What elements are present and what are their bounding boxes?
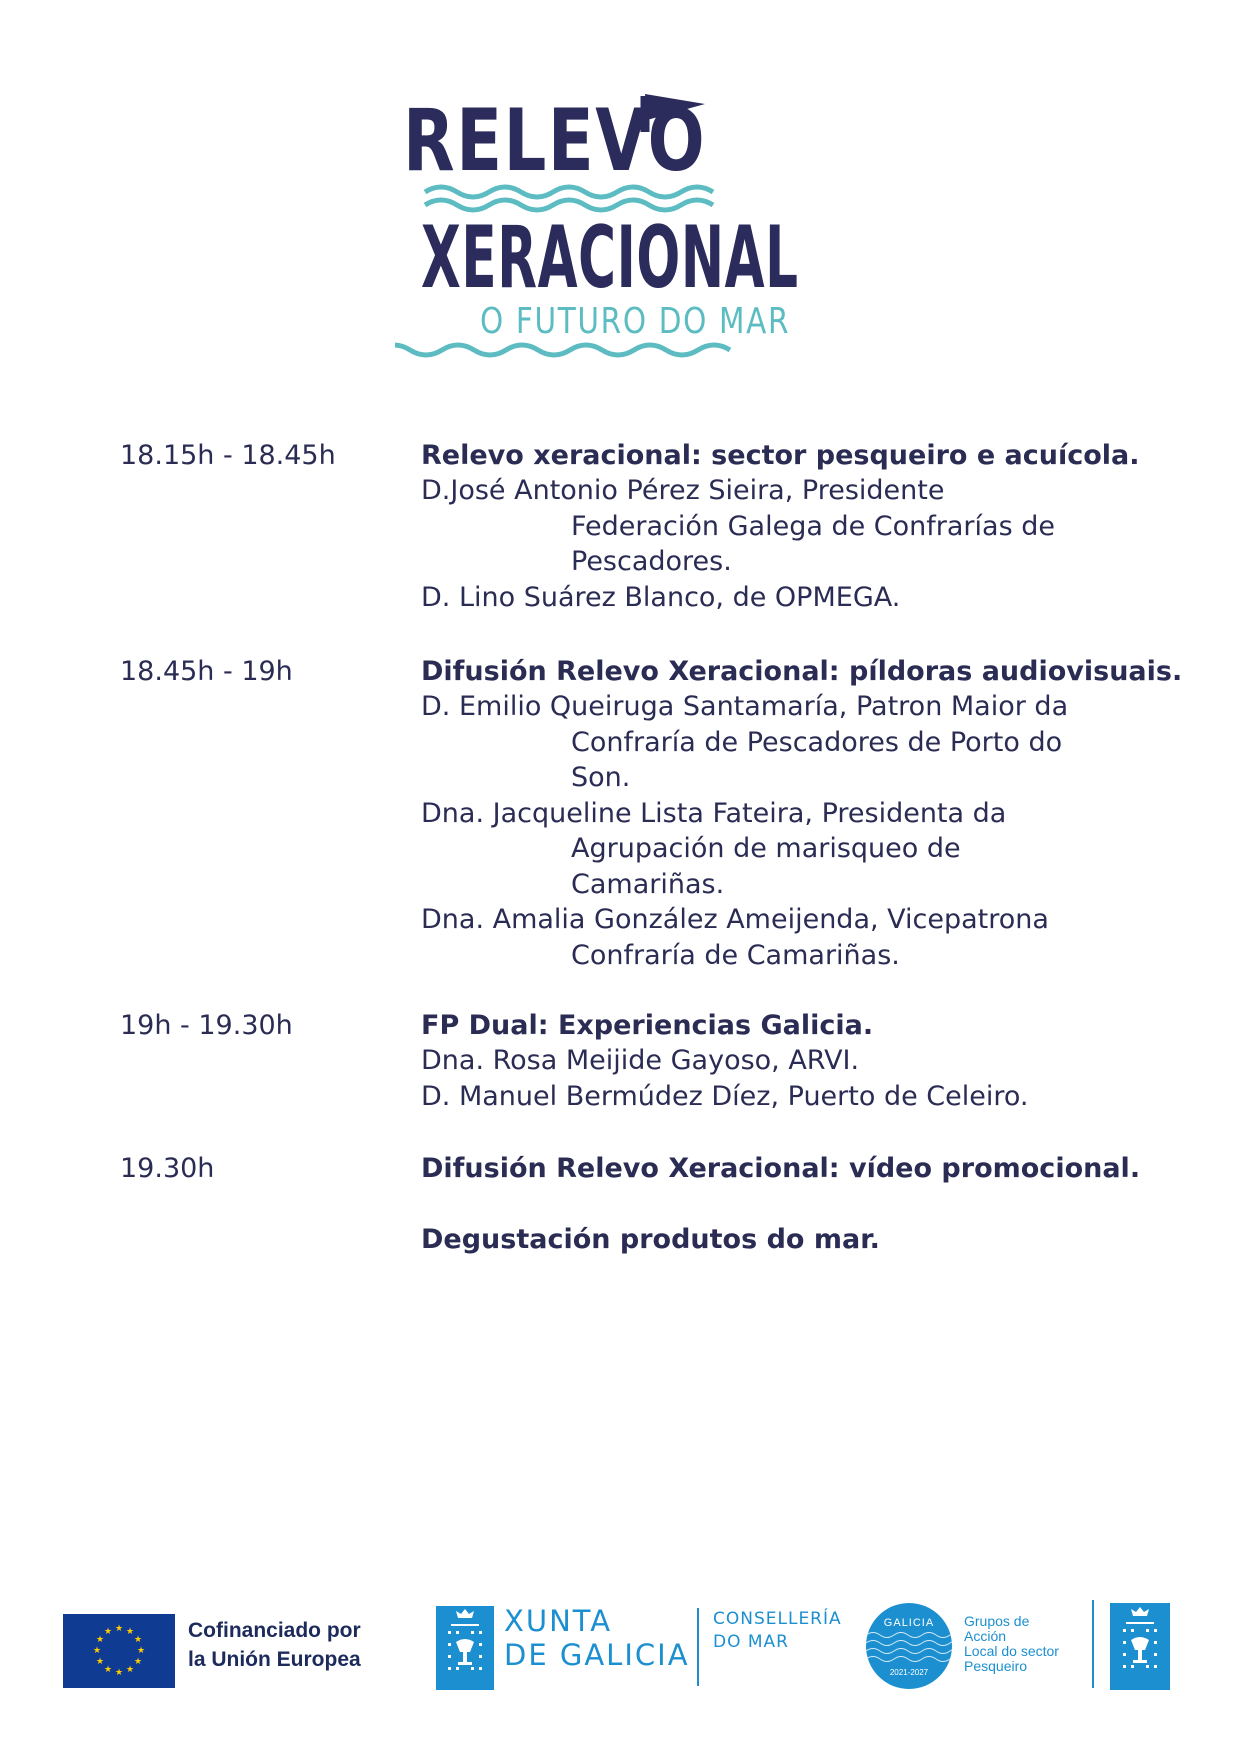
divider (1092, 1600, 1094, 1688)
galp-line: Pesqueiro (964, 1658, 1028, 1674)
session-title: Relevo xeracional: sector pesqueiro e acuícola. (421, 440, 1140, 471)
session-time: 19.30h (120, 1153, 215, 1184)
speaker-line: D. Manuel Bermúdez Díez, Puerto de Celeiro. (421, 1080, 1029, 1112)
logo-line-relevo: RELEVO (403, 91, 707, 191)
galp-line: Grupos de (964, 1613, 1030, 1629)
speaker-line: D.José Antonio Pérez Sieira, Presidente (421, 475, 945, 506)
svg-text:★: ★ (92, 1646, 102, 1656)
speaker (421, 1043, 1141, 1079)
speaker (421, 796, 1141, 903)
speaker-line: Confraría de Pescadores de Porto do (571, 726, 1063, 758)
galp-badge-bottom: 2021-2027 (889, 1668, 929, 1677)
galp-line: Local do sector (964, 1643, 1059, 1659)
session-content (421, 1008, 1141, 1114)
svg-text:★: ★ (133, 1657, 143, 1667)
logo-line-futuro: O FUTURO DO MAR (480, 301, 791, 342)
svg-text:★: ★ (114, 1668, 124, 1678)
logo-line-xeracional: XERACIONAL (421, 208, 799, 308)
divider (697, 1608, 699, 1686)
galp-line: Acción (964, 1628, 1007, 1644)
session-content (421, 1151, 1141, 1186)
xunta-de-galicia-text (504, 1604, 690, 1672)
eu-stars (63, 1614, 175, 1688)
relevo-xeracional-logo (395, 80, 815, 370)
svg-text:★: ★ (133, 1635, 143, 1645)
session-content (421, 1222, 1141, 1257)
consellaria-line: CONSELLERÍA (713, 1609, 842, 1629)
speaker (421, 1079, 1141, 1115)
session-content (421, 438, 1141, 615)
consellaria-line: DO MAR (713, 1632, 789, 1652)
svg-text:★: ★ (114, 1624, 124, 1634)
speaker-line: Camariñas. (571, 868, 725, 900)
consellaria-do-mar-text (713, 1608, 842, 1654)
eu-text-line: la Unión Europea (188, 1648, 361, 1671)
svg-text:★: ★ (95, 1635, 105, 1645)
eu-flag-icon (63, 1614, 175, 1688)
sponsor-footer (0, 1590, 1241, 1690)
svg-text:★: ★ (95, 1657, 105, 1667)
session-title: Degustación produtos do mar. (421, 1224, 880, 1255)
galp-badge-top: GALICIA (883, 1617, 935, 1629)
speaker (421, 902, 1141, 973)
session-content (421, 654, 1183, 973)
svg-text:★: ★ (125, 1627, 135, 1637)
speaker-line: D. Lino Suárez Blanco, de OPMEGA. (421, 581, 901, 613)
speaker (421, 473, 1141, 580)
svg-text:★: ★ (103, 1627, 113, 1637)
speaker-line: Dna. Rosa Meijide Gayoso, ARVI. (421, 1045, 860, 1076)
logo-wave-bottom (395, 345, 730, 355)
speaker-line: Pescadores. (571, 546, 732, 577)
galicia-shield-icon (436, 1606, 494, 1690)
speaker (421, 689, 1141, 796)
eu-cofinancing-text (188, 1616, 361, 1674)
speaker-line: Agrupación de marisqueo de (571, 833, 961, 864)
speaker-line: Dna. Amalia González Ameijenda, Vicepatrona (421, 904, 1049, 935)
svg-text:★: ★ (125, 1665, 135, 1675)
speaker (421, 580, 1141, 616)
session-time: 18.15h - 18.45h (120, 440, 336, 471)
eu-text-line: Cofinanciado por (188, 1619, 361, 1642)
svg-text:★: ★ (136, 1646, 146, 1656)
galp-badge-icon (866, 1603, 952, 1689)
xunta-line: DE GALICIA (504, 1638, 690, 1672)
shield-graphic (1110, 1603, 1170, 1690)
speaker-line: D. Emilio Queiruga Santamaría, Patron Maior da (421, 691, 1069, 722)
speaker-line: Confraría de Camariñas. (571, 939, 900, 971)
session-time: 19h - 19.30h (120, 1010, 293, 1041)
shield-graphic (436, 1606, 494, 1690)
xunta-line: XUNTA (504, 1604, 613, 1638)
speaker-line: Son. (571, 762, 631, 793)
session-title: Difusión Relevo Xeracional: vídeo promocional. (421, 1153, 1141, 1184)
speaker-line: Federación Galega de Confrarías de (571, 510, 1055, 542)
session-time: 18.45h - 19h (120, 656, 293, 687)
galicia-shield-icon (1110, 1603, 1170, 1690)
session-title: FP Dual: Experiencias Galicia. (421, 1010, 874, 1041)
galp-text (964, 1614, 1059, 1674)
session-title: Difusión Relevo Xeracional: píldoras audiovisuais. (421, 656, 1183, 687)
speaker-line: Dna. Jacqueline Lista Fateira, Presidenta da (421, 797, 1007, 829)
svg-text:★: ★ (103, 1665, 113, 1675)
